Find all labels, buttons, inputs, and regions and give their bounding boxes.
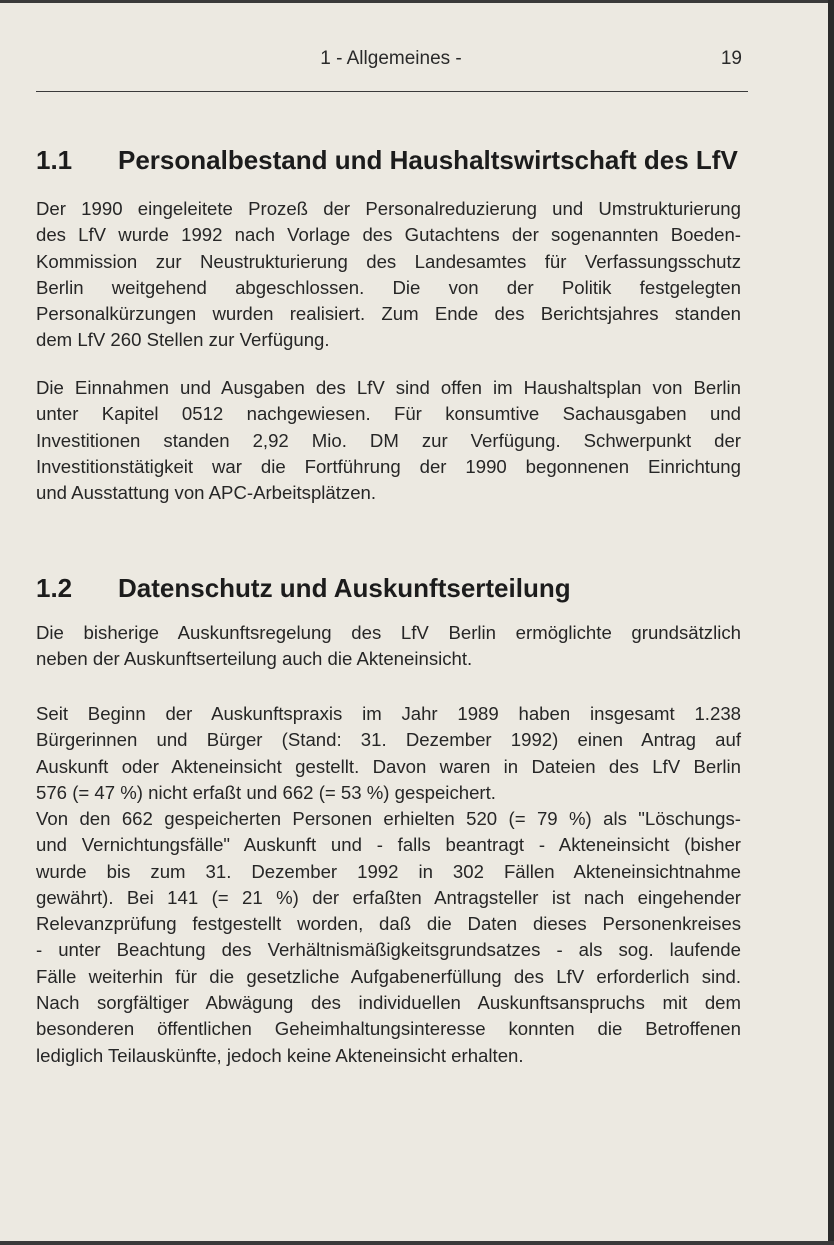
text-line: wurde bis zum 31. Dezember 1992 in 302 Fällen Akteneinsichtnahme xyxy=(36,860,741,882)
text-line: und Ausstattung von APC-Arbeitsplätzen. xyxy=(36,482,377,504)
running-header xyxy=(36,48,746,76)
scan-top-edge xyxy=(0,0,834,3)
text-line: und Vernichtungsfälle" Auskunft und - falls beantragt - Akteneinsicht (bisher xyxy=(36,834,741,856)
paragraph xyxy=(36,196,741,354)
section-number: 1.1 xyxy=(36,145,73,175)
text-line: Fälle weiterhin für die gesetzliche Aufgabenerfüllung des LfV erforderlich sind. xyxy=(36,965,741,987)
scan-bottom-edge xyxy=(0,1241,834,1245)
text-line: Personalkürzungen wurden realisiert. Zum Ende des Berichtsjahres standen xyxy=(36,303,741,325)
text-line: Auskunft oder Akteneinsicht gestellt. Davon waren in Dateien des LfV Berlin xyxy=(36,755,741,777)
text-line: Von den 662 gespeicherten Personen erhielten 520 (= 79 %) als "Löschungs- xyxy=(36,808,741,829)
paragraph xyxy=(36,806,741,1069)
text-line: besonderen öffentlichen Geheimhaltungsinteresse konnten die Betroffenen xyxy=(36,1018,741,1040)
scan-right-edge xyxy=(828,0,834,1245)
section-title: Personalbestand und Haushaltswirtschaft des LfV xyxy=(118,145,738,175)
text-line: unter Kapitel 0512 nachgewiesen. Für konsumtive Sachausgaben und xyxy=(36,403,741,425)
text-line: Bürgerinnen und Bürger (Stand: 31. Dezember 1992) einen Antrag auf xyxy=(36,729,741,751)
text-line: neben der Auskunftserteilung auch die Akteneinsicht. xyxy=(36,648,473,670)
text-line: des LfV wurde 1992 nach Vorlage des Gutachtens der sogenannten Boeden- xyxy=(36,224,741,246)
section-number: 1.2 xyxy=(36,573,73,603)
text-line: Seit Beginn der Auskunftspraxis im Jahr 1989 haben insgesamt 1.238 xyxy=(36,703,741,724)
text-line: Investitionen standen 2,92 Mio. DM zur Verfügung. Schwerpunkt der xyxy=(36,429,741,451)
text-line: dem LfV 260 Stellen zur Verfügung. xyxy=(36,329,330,351)
page-number: 19 xyxy=(720,48,742,69)
section-title: Datenschutz und Auskunftserteilung xyxy=(118,573,571,603)
text-line: Investitionstätigkeit war die Fortführung der 1990 begonnenen Einrichtung xyxy=(36,455,741,477)
text-line: 576 (= 47 %) nicht erfaßt und 662 (= 53 %) gespeichert. xyxy=(36,781,496,803)
section-heading-1-1 xyxy=(36,145,738,176)
section-heading-1-2 xyxy=(36,573,571,604)
paragraph xyxy=(36,620,741,673)
text-line: Kommission zur Neustrukturierung des Landesamtes für Verfassungsschutz xyxy=(36,250,741,272)
text-line: Die bisherige Auskunftsregelung des LfV Berlin ermöglichte grundsätzlich xyxy=(36,622,741,643)
text-line: Die Einnahmen und Ausgaben des LfV sind offen im Haushaltsplan von Berlin xyxy=(36,377,741,398)
running-title: 1 - Allgemeines - xyxy=(320,48,462,69)
header-rule xyxy=(36,91,748,92)
paragraph xyxy=(36,701,741,806)
text-line: Nach sorgfältiger Abwägung des individuellen Auskunftsanspruchs mit dem xyxy=(36,992,741,1014)
text-line: Relevanzprüfung festgestellt worden, daß die Daten dieses Personenkreises xyxy=(36,913,741,935)
text-line: - unter Beachtung des Verhältnismäßigkeitsgrundsatzes - als sog. laufende xyxy=(36,939,741,961)
text-line: lediglich Teilauskünfte, jedoch keine Akteneinsicht erhalten. xyxy=(36,1044,524,1066)
paragraph xyxy=(36,375,741,506)
text-line: gewährt). Bei 141 (= 21 %) der erfaßten Antragsteller ist nach eingehender xyxy=(36,886,741,908)
text-line: Berlin weitgehend abgeschlossen. Die von der Politik festgelegten xyxy=(36,276,741,298)
text-line: Der 1990 eingeleitete Prozeß der Personalreduzierung und Umstrukturierung xyxy=(36,198,741,219)
